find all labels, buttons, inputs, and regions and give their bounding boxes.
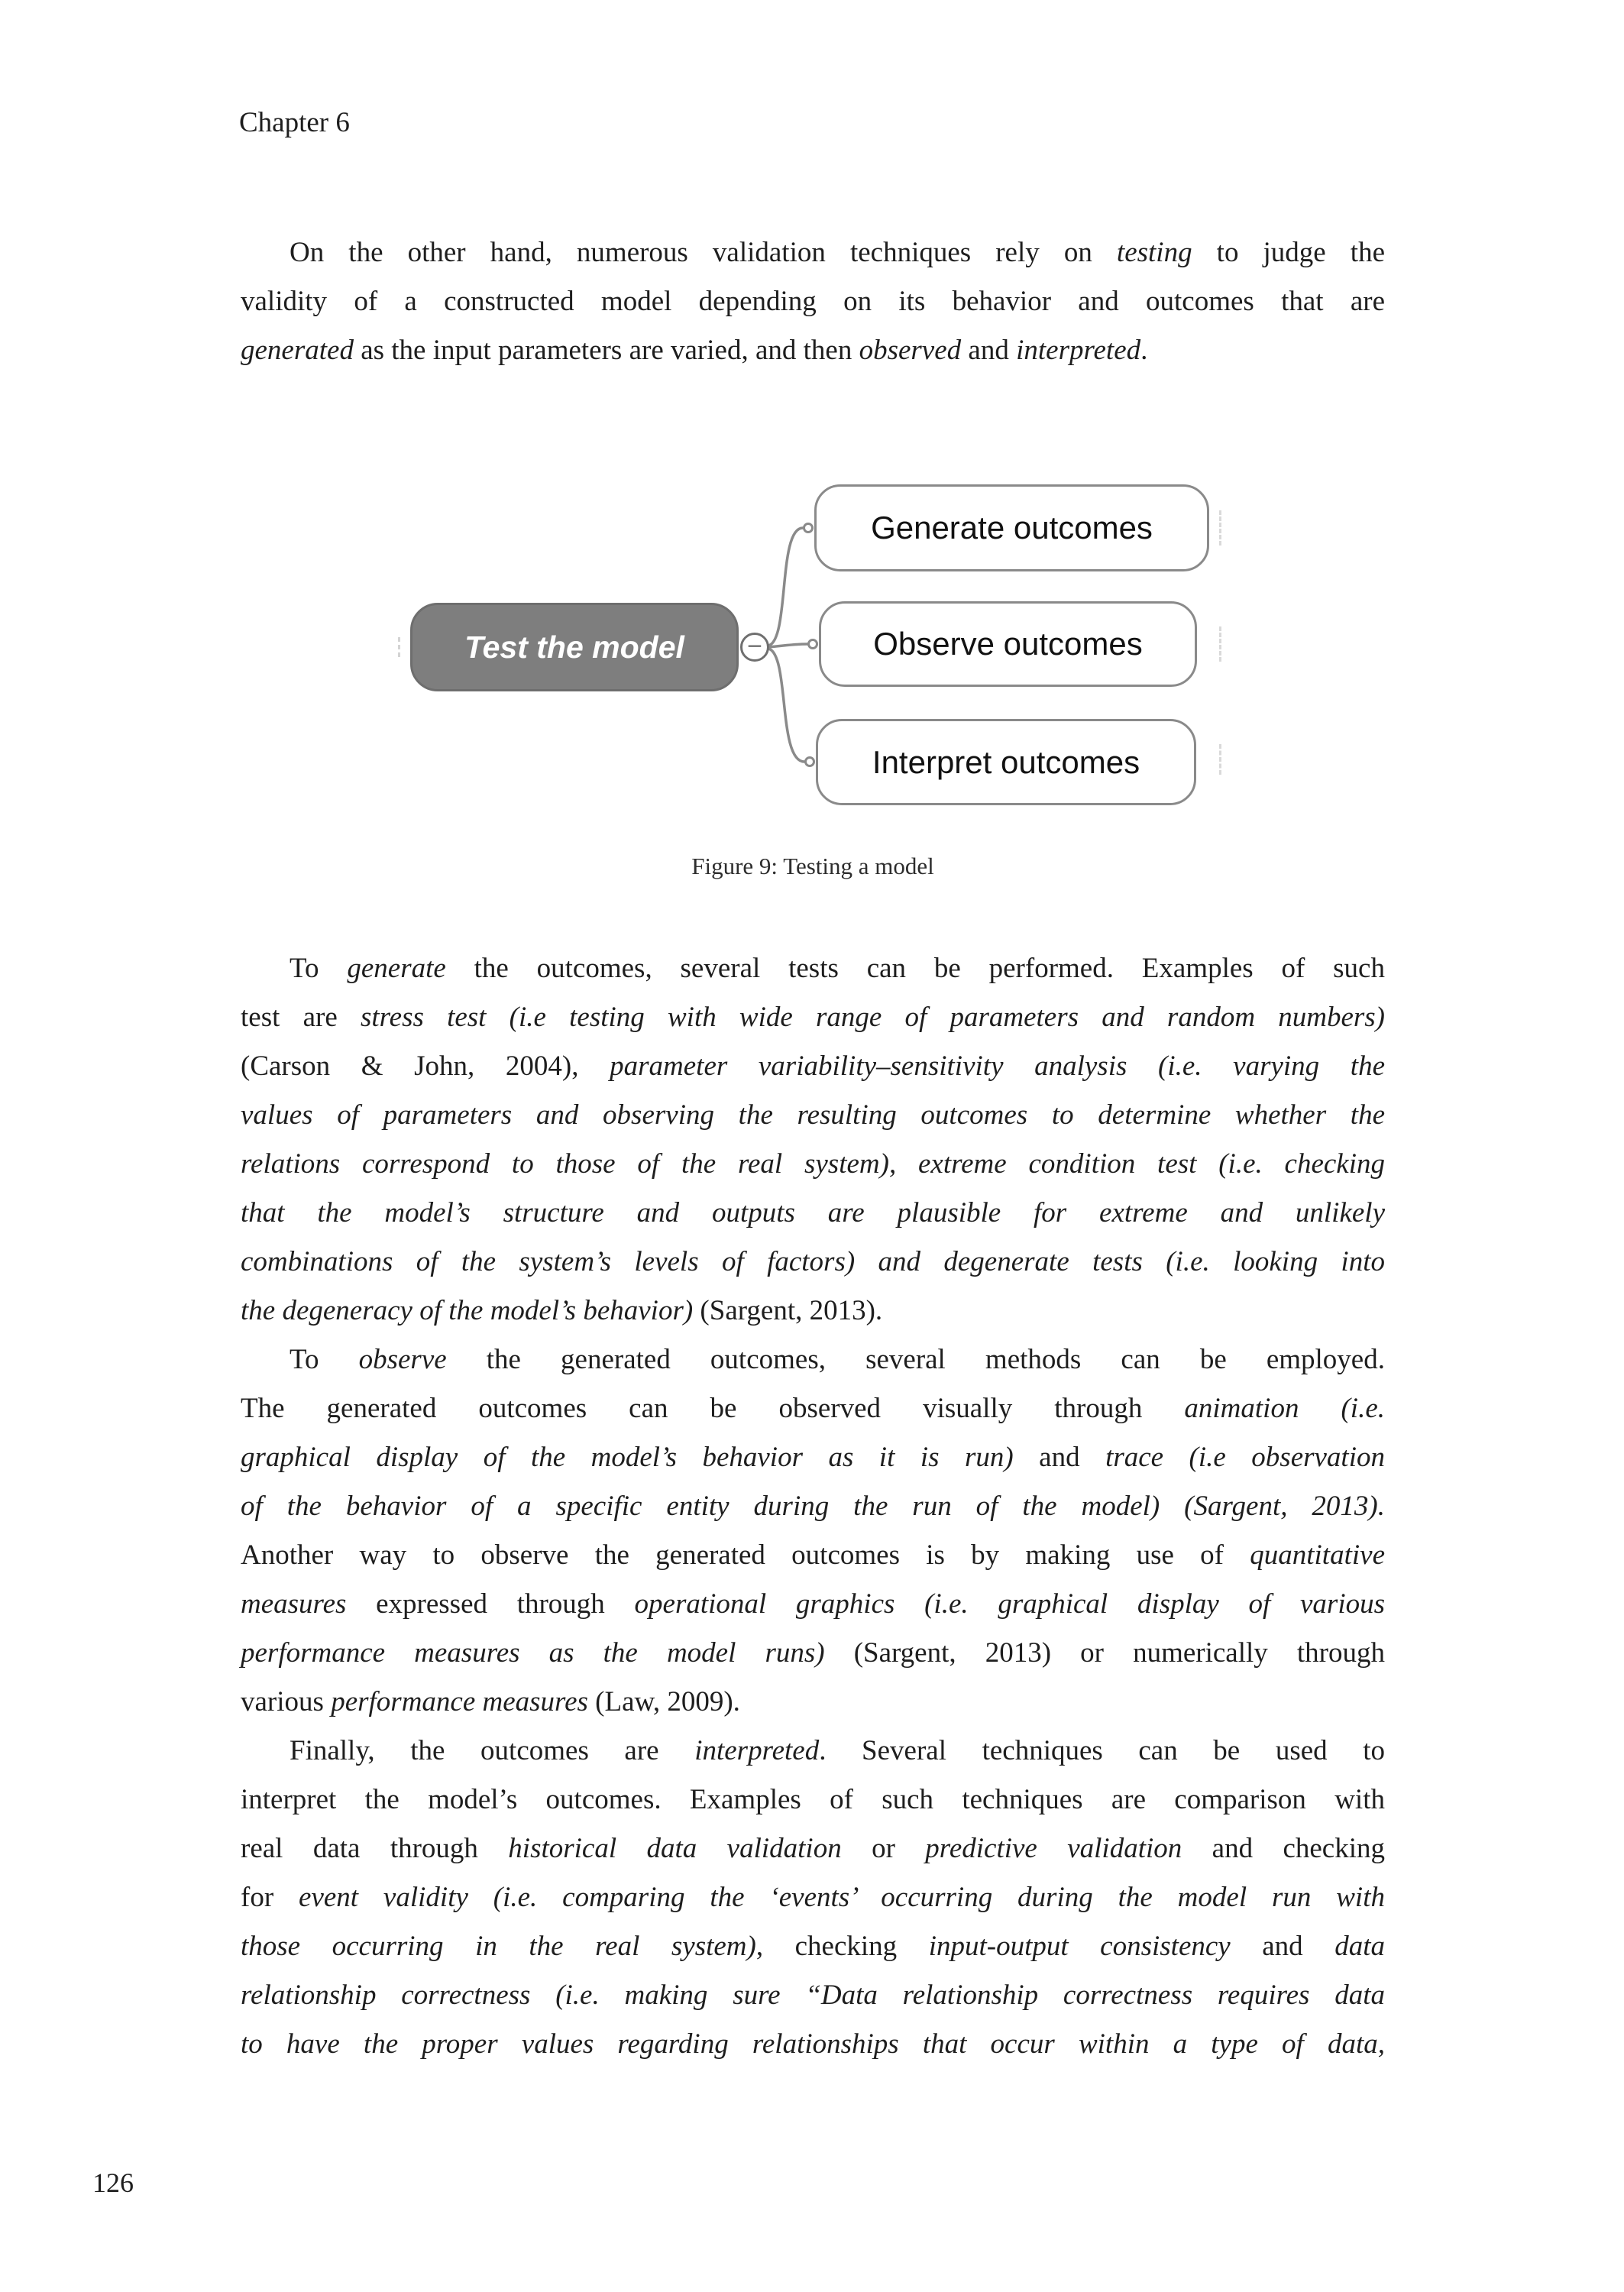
text-line: test are stress test (i.e testing with wide range of parameters and random numbers) (241, 1002, 1386, 1033)
cropped-edge-artifact (1219, 626, 1221, 662)
branch-dot-icon (804, 756, 815, 767)
root-node-label: Test the model (464, 629, 684, 665)
body-paragraphs (241, 944, 1385, 2069)
child-node-label: Interpret outcomes (872, 743, 1140, 780)
text-line: real data through historical data validation or predictive validation and checking (241, 1833, 1385, 1864)
text-line: those occurring in the real system), checking input-output consistency and data (241, 1931, 1385, 1962)
text-line: measures expressed through operational graphics (i.e. graphical display of various (241, 1588, 1385, 1620)
text-line: various performance measures (Law, 2009). (241, 1686, 740, 1717)
child-node-label: Generate outcomes (871, 510, 1153, 545)
figure-caption: Figure 9: Testing a model (691, 853, 934, 879)
text-line: for event validity (i.e. comparing the ‘events’ occurring during the model run with (241, 1882, 1385, 1913)
child-node-label: Observe outcomes (873, 626, 1143, 662)
intro-paragraph (241, 228, 1385, 375)
minus-icon: − (747, 631, 762, 661)
text-line: Finally, the outcomes are interpreted. Several techniques can be used to (290, 1735, 1385, 1766)
text-line: combinations of the system’s levels of factors) and degenerate tests (i.e. looking into (241, 1246, 1385, 1277)
child-node-generate-outcomes (814, 484, 1209, 571)
text-line: Another way to observe the generated outcomes is by making use of quantitative (241, 1539, 1385, 1571)
text-line: of the behavior of a specific entity during the run of the model) (Sargent, 2013). (241, 1491, 1385, 1522)
text-line: On the other hand, numerous validation techniques rely on testing to judge the (290, 237, 1385, 268)
child-node-interpret-outcomes (816, 719, 1196, 805)
text-line: generated as the input parameters are varied, and then observed and interpreted. (241, 335, 1148, 366)
branch-dot-icon (807, 639, 818, 649)
text-line: To generate the outcomes, several tests can be performed. Examples of such (290, 953, 1385, 984)
text-line: values of parameters and observing the resulting outcomes to determine whether the (241, 1099, 1385, 1131)
text-line: graphical display of the model’s behavior as it is run) and trace (i.e observation (241, 1442, 1385, 1473)
collapse-button (740, 633, 769, 662)
chapter-header: Chapter 6 (239, 107, 350, 138)
text-line: that the model’s structure and outputs are plausible for extreme and unlikely (241, 1197, 1385, 1229)
root-node-test-the-model (410, 603, 739, 691)
page-number: 126 (92, 2167, 134, 2198)
text-line: the degeneracy of the model’s behavior) (Sargent, 2013). (241, 1295, 883, 1326)
text-line: interpret the model’s outcomes. Examples of such techniques are comparison with (241, 1784, 1385, 1815)
text-line: The generated outcomes can be observed visually through animation (i.e. (241, 1393, 1385, 1424)
text-line: to have the proper values regarding relationships that occur within a type of data, (241, 2028, 1385, 2060)
branch-dot-icon (803, 523, 814, 533)
text-line: performance measures as the model runs) (Sargent, 2013) or numerically through (241, 1637, 1385, 1669)
text-line: relationship correctness (i.e. making sure “Data relationship correctness requires data (241, 1980, 1385, 2011)
text-line: To observe the generated outcomes, several methods can be employed. (290, 1344, 1385, 1375)
text-line: (Carson & John, 2004), parameter variability–sensitivity analysis (i.e. varying the (241, 1050, 1385, 1082)
text-line: validity of a constructed model depending on its behavior and outcomes that are (241, 286, 1385, 317)
child-node-observe-outcomes (819, 601, 1197, 687)
text-line: relations correspond to those of the real system), extreme condition test (i.e. checking (241, 1148, 1385, 1180)
cropped-edge-artifact (398, 637, 400, 657)
cropped-edge-artifact (1219, 510, 1221, 545)
cropped-edge-artifact (1219, 744, 1221, 775)
